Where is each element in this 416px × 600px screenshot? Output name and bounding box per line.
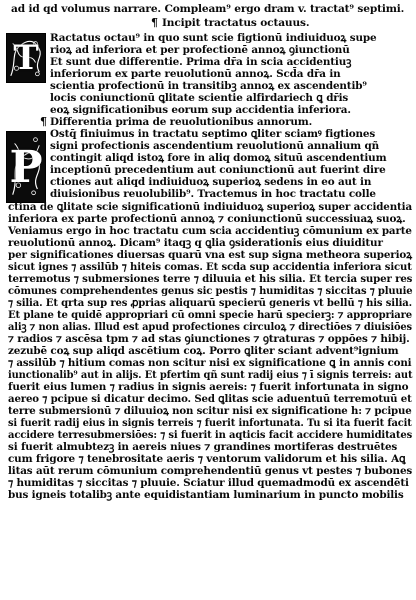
text-line: signi profectionis ascendentium reuolutionū annalium qñ	[50, 140, 380, 152]
text-line: Ractatus octau⁹ in quo sunt scie figtionū indiuiduoꝝ supe	[50, 32, 377, 44]
text-line: ad id qd volumus narrare. Compleam⁹ ergo dram v. tractat⁹ septimi.	[11, 3, 405, 15]
initial-letter: P	[9, 141, 43, 193]
text-line: diuisionibus reuolubilib⁹. Tractemus in hoc tractatu colle	[50, 188, 376, 200]
section-heading: Incipit tractatus octauus.	[162, 17, 310, 29]
text-line: inferiorum ex parte reuolutionū annoꝝ. Scd̄a dr̄a in	[50, 68, 341, 80]
text-line: cum frigore ⁊ tenebrositate aeris ⁊ ventorum validorum et his silia. Aꝗ	[8, 453, 406, 465]
text-line: inceptionū precedentium aut coniunctionū aut fuerint dire	[50, 164, 386, 176]
text-line: si fuerit radij eius in signis terreis ⁊ fuerit infortunata. Tu si ita fuerit facit	[8, 417, 412, 429]
text-line: Veniamus ergo in hoc tractatu cum scia accidentiuꝫ cōmunium ex parte	[8, 225, 412, 237]
text-line: zezubē coꝝ sup aliqd ascētium coꝝ. Porro ꝗliter sciant advent⁹ignium	[8, 345, 399, 357]
text-line: eoꝝ significationibus eorum sup accidentia inferiora.	[50, 104, 351, 116]
text-line: terremotus ⁊ submersiones terre ⁊ diluuia et his silia. Et tercia super res	[8, 273, 413, 285]
text-line: reuolutionū annoꝝ. Dicam⁹ itaqꝫ q ꝗlia ꝯsiderationis eius diuiditur	[8, 237, 383, 249]
section-heading: Differentia prima de reuolutionibus annorum.	[50, 116, 313, 128]
text-line: Ostq̄ finiuimus in tractatu septimo ꝗliter sciamꝰ figtiones	[50, 128, 376, 140]
text-line: bus igneis totalibꝫ ante equidistantiam luminarium in puncto mobilis	[8, 489, 404, 501]
text-line: Et plane te quidē appropriari cū omni specie harū specierꝫ: ⁊ appropriare	[8, 309, 413, 321]
text-line: Et sunt due differentie. Prima dr̄a in scia accidentiuꝫ	[50, 56, 352, 68]
text-line: iunctionalib⁹ aut in alijs. Et pfertim qñ sunt radij eius ⁊ ī signis terreis: aut	[8, 369, 413, 381]
text-line: inferiora ex parte profectionū annoꝝ ⁊ coniunctionū successiuaꝝ suoꝝ.	[8, 213, 406, 225]
text-line: aereo ⁊ pcipue si dicatur decimo. Sed ꝗlitas scie aduentuū terremotuū et	[8, 393, 412, 405]
text-line: terre submersionū ⁊ diluuioꝝ non scitur nisi ex significatione h: ⁊ pcipue	[8, 405, 412, 417]
text-line: sicut ignes ⁊ assilūb ⁊ hiteis comas. Et scda sup accidentia inferiora sicut	[8, 261, 412, 273]
text-line: per significationes diuersas quarū vna est sup signa metheora superioꝝ	[8, 249, 412, 261]
text-line: ⁊ assilūb ⁊ hitium comas non scitur nisi ex significatione ꝗ in annis coni	[8, 357, 412, 369]
text-line: fuerit eius lumen ⁊ radius in signis aereis: ⁊ fuerit infortunata in signo	[8, 381, 409, 393]
decorated-initial-t	[6, 33, 46, 83]
text-line: accidere terresubmersiōes: ⁊ si fuerit in aqticis facit accidere humiditates	[8, 429, 413, 441]
text-line: cōmunes comprehendentes genus sic pestis ⁊ humiditas ⁊ siccitas ⁊ pluuie	[8, 285, 413, 297]
paragraph-mark-icon: ¶	[40, 115, 47, 128]
text-line: si fuerit almubtezꝫ in aereis niues ⁊ grandines mortiferas destruētes	[8, 441, 398, 453]
text-line: aliꝫ ⁊ non alias. Illud est apud profectiones circuloꝝ ⁊ directiōes ⁊ diuisiōes	[8, 321, 412, 333]
text-line: litas aūt rerum cōmunium comprehendentiū genus vt pestes ⁊ bubones	[8, 465, 413, 477]
text-line: scientia profectionū in transitibꝫ annoꝝ ex ascendentib⁹	[50, 80, 367, 92]
text-line: locis coniunctionū ꝗlitate scientie alfirdariech ꝗ dr̄is	[50, 92, 349, 104]
text-line: ctina de ꝗlitate scie significationū indiuiduoꝝ superioꝝ super accidentia	[8, 201, 412, 213]
text-line: ctiones aut aliqd indiuiduoꝝ superioꝝ sedens in eo aut in	[50, 176, 372, 188]
text-line: ⁊ humiditas ⁊ siccitas ⁊ pluuie. Sciatur illud quemadmodū ex ascendēti	[8, 477, 409, 489]
paragraph-mark-icon: ¶	[151, 16, 158, 29]
text-line: ⁊ silia. Et qrta sup res ꝓprias aliquarū specierū generis vt bellū ⁊ his silia.	[8, 297, 413, 309]
text-line: contingit aliqd istoꝝ fore in aliq domoꝝ situū ascendentium	[50, 152, 387, 164]
decorated-initial-p	[6, 131, 46, 203]
initial-letter: T	[13, 38, 39, 78]
text-line: rioꝝ ad inferiora et per profectionē annoꝝ ꝯiunctionū	[50, 44, 350, 56]
text-line: ⁊ radios ⁊ ascēsa tpm ⁊ ad stas ꝯiunctiones ⁊ ꝯtraturas ⁊ oppōes ⁊ hibij.	[8, 333, 410, 345]
